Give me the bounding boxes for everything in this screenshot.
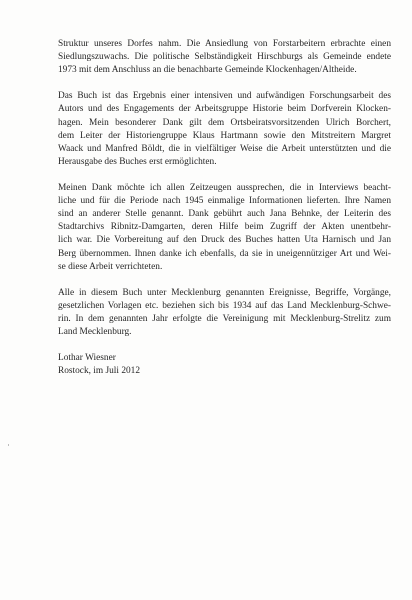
text-line: Land Mecklenburg. bbox=[58, 327, 132, 338]
text-line: hagen. Mein besonderer Dank gilt dem Ortsbeiratsvorsitzenden Ulrich Borchert, bbox=[58, 117, 391, 128]
place-date: Rostock, im Juli 2012 bbox=[58, 366, 141, 377]
paragraph-gap bbox=[58, 77, 391, 90]
text-line: Herausgabe des Buches erst ermöglichten. bbox=[58, 156, 217, 167]
text-line: 1973 mit dem Anschluss an die benachbarte Gemeinde Klockenhagen/Altheide. bbox=[58, 65, 357, 76]
text-line: liche und für die Periode nach 1945 einmalige Informationen lieferten. Ihre Namen bbox=[58, 196, 391, 207]
text-line: Siedlungszuwachs. Die politische Selbständigkeit Hirschburgs als Gemeinde endete bbox=[58, 52, 391, 63]
text-line: Berg übernommen. Ihnen danke ich ebenfalls, da sie in uneigennütziger Art und Wei- bbox=[58, 248, 391, 259]
text-line: sind an anderer Stelle genannt. Dank gebührt auch Jana Behnke, der Leiterin des bbox=[58, 209, 391, 220]
text-line: Meinen Dank möchte ich allen Zeitzeugen aussprechen, die in Interviews beacht- bbox=[58, 183, 391, 194]
author-name: Lothar Wiesner bbox=[58, 353, 116, 364]
text-line: Waack und Manfred Böldt, die in vielfältiger Weise die Arbeit unterstützten und die bbox=[58, 143, 391, 154]
text-line: Stadtarchivs Ribnitz-Damgarten, deren Hilfe beim Zugriff der Akten unentbehr- bbox=[58, 222, 391, 233]
signature-block bbox=[58, 352, 391, 378]
text-line: lich war. Die Vorbereitung auf den Druck des Buches hatten Uta Harnisch und Jan bbox=[58, 235, 391, 246]
text-block bbox=[58, 38, 391, 378]
text-line: rin. In dem genannten Jahr erfolgte die Vereinigung mit Mecklenburg-Strelitz zum bbox=[58, 313, 391, 324]
paragraph-history bbox=[58, 38, 391, 77]
paragraph-gap bbox=[58, 339, 391, 352]
paragraph-gap bbox=[58, 274, 391, 287]
text-line: Struktur unseres Dorfes nahm. Die Ansiedlung von Forstarbeitern erbrachte einen bbox=[58, 39, 391, 49]
text-line: Autors und des Engagements der Arbeitsgruppe Historie beim Dorfverein Klocken- bbox=[58, 104, 391, 115]
text-line: Das Buch ist das Ergebnis einer intensiven und aufwändigen Forschungsarbeit des bbox=[58, 91, 391, 102]
paragraph-thanks-authors bbox=[58, 90, 391, 169]
text-line: gesetzlichen Vorlagen etc. beziehen sich bis 1934 auf das Land Mecklenburg-Schwe- bbox=[58, 300, 391, 311]
text-line: dem Leiter der Historiengruppe Klaus Hartmann sowie den Mitstreitern Margret bbox=[58, 130, 391, 141]
scan-speck bbox=[8, 444, 9, 446]
text-line: se diese Arbeit verrichteten. bbox=[58, 261, 163, 272]
paragraph-mecklenburg-note bbox=[58, 287, 391, 339]
paragraph-thanks-witnesses bbox=[58, 182, 391, 274]
text-line: Alle in diesem Buch unter Mecklenburg genannten Ereignisse, Begriffe, Vorgänge, bbox=[58, 287, 391, 298]
paragraph-gap bbox=[58, 169, 391, 182]
